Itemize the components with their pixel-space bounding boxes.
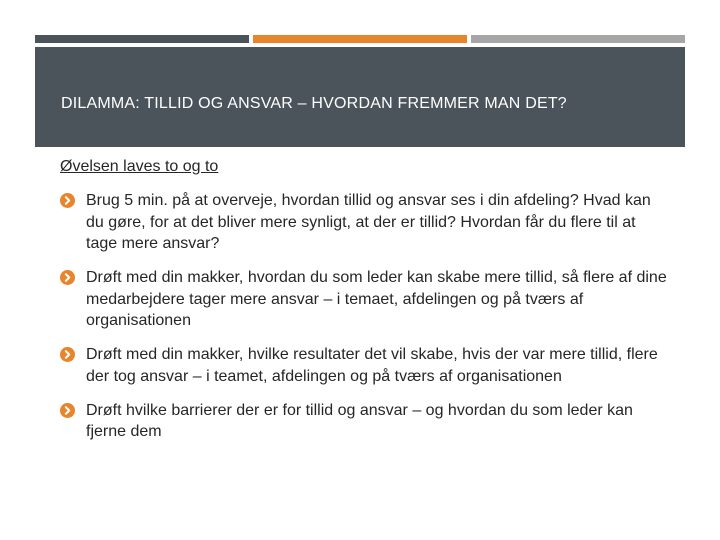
bullet-item [60, 344, 670, 387]
accent-bar-right [471, 35, 685, 43]
bullet-text: Drøft hvilke barrierer der er for tillid og ansvar – og hvordan du som leder kan fjerne dem [86, 401, 633, 440]
bullet-text: Drøft med din makker, hvordan du som leder kan skabe mere tillid, så flere af dine medarbejdere tager mere ansvar – i temaet, afdelingen og på tværs af organisationen [86, 269, 667, 329]
bullet-item [60, 400, 670, 443]
bullet-item [60, 190, 670, 255]
accent-bars [35, 35, 685, 43]
chevron-circle-icon [60, 347, 75, 362]
chevron-circle-icon [60, 403, 75, 418]
accent-bar-middle [253, 35, 467, 43]
bullet-text: Drøft med din makker, hvilke resultater det vil skabe, hvis der var mere tillid, flere der tog ansvar – i teamet, afdelingen og på tværs af organisationen [86, 346, 658, 385]
bullet-item [60, 267, 670, 332]
bullet-list [60, 190, 670, 455]
title-band [35, 47, 685, 147]
chevron-circle-icon [60, 270, 75, 285]
accent-bar-left [35, 35, 249, 43]
slide-title: DILAMMA: TILLID OG ANSVAR – HVORDAN FREMMER MAN DET? [61, 95, 567, 112]
chevron-circle-icon [60, 193, 75, 208]
bullet-text: Brug 5 min. på at overveje, hvordan tillid og ansvar ses i din afdeling? Hvad kan du gøre, for at det bliver mere synligt, at der er tillid? Hvordan får du flere til at tage mere ansvar? [86, 192, 651, 252]
slide-subheading: Øvelsen laves to og to [60, 158, 219, 175]
